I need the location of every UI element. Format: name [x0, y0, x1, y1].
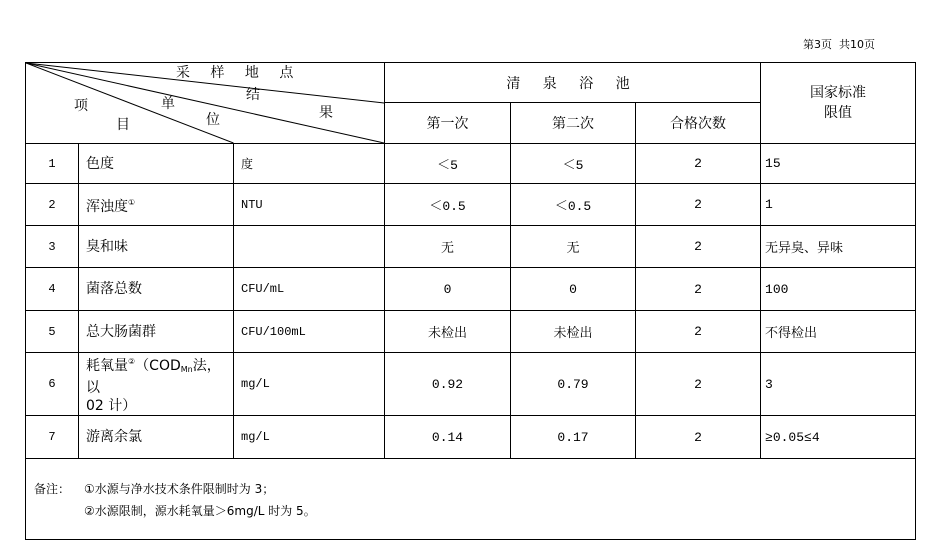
item-cell	[79, 144, 234, 184]
remark-line-2: ②水源限制，源水耗氧量＞6mg/L 时为 5。	[84, 504, 316, 518]
first-test-cell: ＜0.5	[385, 184, 511, 226]
remarks-cell	[26, 459, 916, 540]
item-name: 总大肠菌群	[86, 323, 156, 340]
page-number: 第3页 共10页	[803, 38, 875, 51]
diagonal-header-cell	[26, 63, 385, 144]
pass-count-cell: 2	[636, 268, 761, 311]
first-test-cell: ＜5	[385, 144, 511, 184]
standard-limit-cell: 100	[761, 268, 916, 311]
standard-header-line-1: 国家标准	[810, 85, 867, 101]
results-table	[25, 62, 916, 540]
item-cell	[79, 416, 234, 459]
item-cell	[79, 311, 234, 353]
second-test-cell: 0.79	[511, 353, 636, 416]
remarks-lines	[82, 478, 316, 522]
item-cell	[79, 353, 234, 416]
pass-count-header: 合格次数	[636, 103, 761, 144]
row-number: 5	[26, 311, 79, 353]
table-row	[26, 226, 916, 268]
pass-count-cell: 2	[636, 311, 761, 353]
pass-count-cell: 2	[636, 226, 761, 268]
unit-label-char-2: 位	[206, 112, 220, 128]
standard-limit-cell: 不得检出	[761, 311, 916, 353]
standard-header-line-2: 限值	[824, 105, 853, 121]
unit-label-char-1: 单	[161, 96, 175, 112]
pass-count-cell: 2	[636, 416, 761, 459]
item-method-line-2: 02 计）	[86, 398, 137, 414]
row-number: 3	[26, 226, 79, 268]
table-row	[26, 416, 916, 459]
water-quality-table	[25, 62, 915, 540]
result-label-char-1: 结	[246, 87, 260, 103]
first-test-cell: 0	[385, 268, 511, 311]
item-footnote-mark: ②	[128, 357, 136, 366]
second-test-cell: 未检出	[511, 311, 636, 353]
unit-cell	[234, 226, 385, 268]
row-number: 2	[26, 184, 79, 226]
unit-cell: mg/L	[234, 416, 385, 459]
unit-cell: 度	[234, 144, 385, 184]
second-test-header: 第二次	[511, 103, 636, 144]
item-cell	[79, 226, 234, 268]
item-cell	[79, 184, 234, 226]
first-test-cell: 0.14	[385, 416, 511, 459]
table-row	[26, 184, 916, 226]
location-header	[385, 63, 761, 103]
remarks-label: 备注：	[34, 482, 71, 496]
pass-count-cell: 2	[636, 144, 761, 184]
remark-line-1: ①水源与净水技术条件限制时为 3；	[84, 482, 275, 496]
standard-header	[761, 63, 916, 144]
item-name: 耗氧量	[86, 358, 128, 374]
second-test-cell: 0.17	[511, 416, 636, 459]
header-row-1	[26, 63, 916, 103]
item-name: 色度	[86, 155, 114, 172]
item-cell	[79, 268, 234, 311]
item-label-char-2: 目	[116, 117, 130, 133]
unit-cell: CFU/100mL	[234, 311, 385, 353]
second-test-cell: ＜0.5	[511, 184, 636, 226]
table-row	[26, 144, 916, 184]
unit-cell: CFU/mL	[234, 268, 385, 311]
first-test-cell: 未检出	[385, 311, 511, 353]
item-name: 菌落总数	[86, 281, 142, 297]
location-label: 清 泉 浴 池	[506, 75, 639, 92]
second-test-cell: 0	[511, 268, 636, 311]
unit-cell: mg/L	[234, 353, 385, 416]
row-number: 4	[26, 268, 79, 311]
pass-count-cell: 2	[636, 353, 761, 416]
standard-limit-cell: 1	[761, 184, 916, 226]
unit-cell: NTU	[234, 184, 385, 226]
table-row	[26, 268, 916, 311]
first-test-header: 第一次	[385, 103, 511, 144]
sampling-point-label: 采 样 地 点	[176, 65, 302, 81]
row-number: 6	[26, 353, 79, 416]
second-test-cell: 无	[511, 226, 636, 268]
table-row	[26, 311, 916, 353]
item-method-subscript: Mn	[180, 365, 193, 374]
item-method: （COD	[135, 358, 181, 374]
second-test-cell: ＜5	[511, 144, 636, 184]
item-label-char-1: 项	[74, 98, 88, 114]
remarks-row	[26, 459, 916, 540]
item-method-end: 法，以	[86, 358, 221, 396]
standard-limit-cell: 无异臭、异味	[761, 226, 916, 268]
item-name: 臭和味	[86, 238, 128, 255]
standard-limit-cell: 15	[761, 144, 916, 184]
result-label-char-2: 果	[319, 105, 333, 121]
standard-limit-cell: ≥0.05≤4	[761, 416, 916, 459]
item-name: 游离余氯	[86, 429, 142, 445]
pass-count-cell: 2	[636, 184, 761, 226]
standard-limit-cell: 3	[761, 353, 916, 416]
first-test-cell: 无	[385, 226, 511, 268]
row-number: 1	[26, 144, 79, 184]
first-test-cell: 0.92	[385, 353, 511, 416]
table-row	[26, 353, 916, 416]
row-number: 7	[26, 416, 79, 459]
item-name: 浑浊度	[86, 198, 128, 215]
item-footnote-mark: ①	[128, 197, 136, 207]
